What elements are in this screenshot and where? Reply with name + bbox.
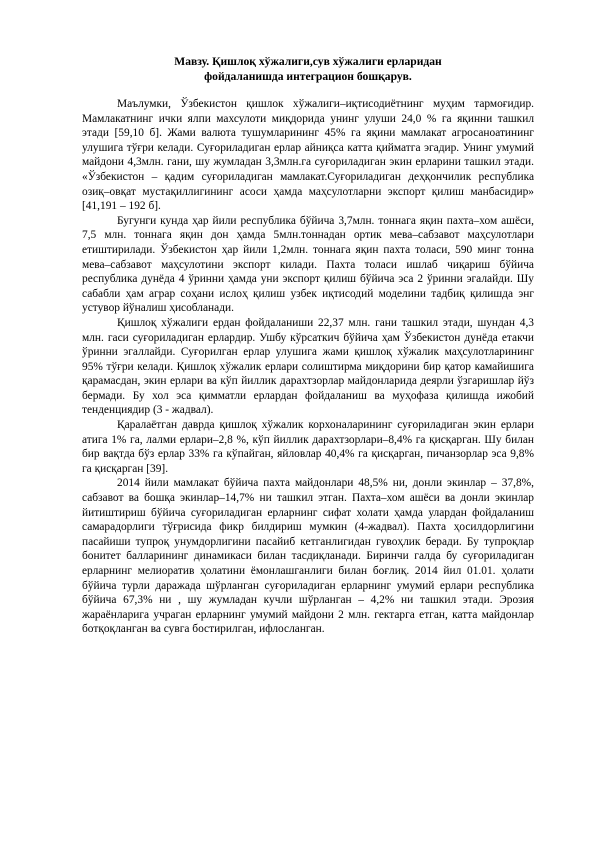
paragraph-3: Қишлоқ хўжалиги ердан фойдаланиши 22,37 млн. гани ташкил этади, шундан 4,3 млн. гаси суғориладиган ерлардир. Ушбу кўрсаткич бўйича ҳам Ўзбекистон дунёда етакчи ўринни эгаллайди. Суғорилган ерлар улушига жами қишлоқ хўжалик маҳсулотларининг 95% тўғри келади. Қишлоқ хўжалик ерлари солиштирма миқдорини бир қатор камайишига қарамасдан, экин ерлари ва кўп йиллик дарахтзорлар майдонларида деярли ўзгаришлар йўз бермади. Бу хол эса қимматли ерлардан фойдаланиш ва муҳофаза қилишда ижобий тенденциядир (3 - жадвал). bbox=[82, 316, 534, 417]
paragraph-2: Бугунги кунда ҳар йили республика бўйича 3,7млн. тоннага яқин пахта–хом ашёси, 7,5 млн. тоннага яқин дон ҳамда 5млн.тоннадан ортик мева–сабзавот маҳсулотлари етиштирилади. Ўзбекистон ҳар йили 1,2млн. тоннага яқин пахта толаси, 590 минг тонна мева–сабзавот маҳсулотини экспорт килади. Пахта толаси ишлаб чиқариш бўйича республика дунёда 4 ўринни ҳамда уни экспорт қилиш бўйича эса 2 ўринни эгалайди. Шу сабабли ҳам аграр соҳани ислоҳ қилиш узбек иқтисодий моделини тадбиқ қилишда энг устувор йўналиш ҳисобланади. bbox=[82, 214, 534, 315]
paragraph-1: Маълумки, Ўзбекистон қишлок хўжалиги–иқтисодиётнинг муҳим тармоғидир. Мамлакатнинг ички ялпи махсулоти миқдорида унинг улуши 24,0 % га яқинни ташкил этади [59,10 б]. Жами валюта тушумларининг 45% га яқини мамлакат агросаноатининг улушига тўғри келади. Суғориладиган ерлар айниқса катта қийматга эгадир. Унинг умумий майдони 4,3млн. гани, шу жумладан 3,3млн.га суғориладиган экин ерларини ташкил этади. «Ўзбекистон – қадим суғориладиган мамлакат.Суғориладиган деҳқончилик республика озиқ–овқат мустақиллигининг асоси ҳамда маҳсулотларни экспорт қилиш манбасидир» [41,191 – 192 б]. bbox=[82, 98, 534, 213]
title-line-1: Мавзу. Қишлоқ хўжалиги,сув хўжалиги ерларидан bbox=[174, 55, 442, 68]
document-title bbox=[82, 54, 534, 84]
paragraph-5: 2014 йили мамлакат бўйича пахта майдонлари 48,5% ни, донли экинлар – 37,8%, сабзавот ва бошқа экинлар–14,7% ни ташкил этган. Пахта–хом ашёси ва донли экинлар йитиштириш бўйича суғориладиган ерларнинг сифат холати ҳамда улардан фойдаланиш самарадорлиги тўғрисида фикр билдириш мумкин (4-жадвал). Пахта ҳосилдорлигини пасайиши тупроқ унумдорлигини пасайиб кетганлигидан гувоҳлик беради. Бу тупроқлар бонитет балларининг динамикаси билан тасдиқланади. Биринчи галда бу суғориладиган ерларнинг мелиоратив ҳолатини ёмонлашганлиги билан боғлиқ. 2014 йил 01.01. ҳолати бўйича турли даражада шўрланган суғориладиган ерларнинг умумий ерлари республика бўйича 67,3% ни , шу жумладан кучли шўрланган – 4,2% ни ташкил этади. Эрозия жараёнларига учраган ерларнинг умумий майдони 2 млн. гектарга етган, катта майдонлар ботқоқланган ва сувга бостирилган, ифлосланган. bbox=[82, 477, 534, 636]
document-page bbox=[82, 54, 534, 637]
title-line-2: фойдаланишда интеграцион бошқарув. bbox=[204, 70, 412, 83]
paragraph-4: Қаралаётган даврда қишлоқ хўжалик корхоналарининг суғориладиган экин ерлари атига 1% га, лалми ерлари–2,8 %, кўп йиллик дарахтзорлари–8,4% га қисқарган. Шу билан бир вақтда бўз ерлар 33% га кўпайган, яйловлар 40,4% га қисқарган, пичанзорлар эса 9,8% га қисқарган [39]. bbox=[82, 419, 534, 475]
